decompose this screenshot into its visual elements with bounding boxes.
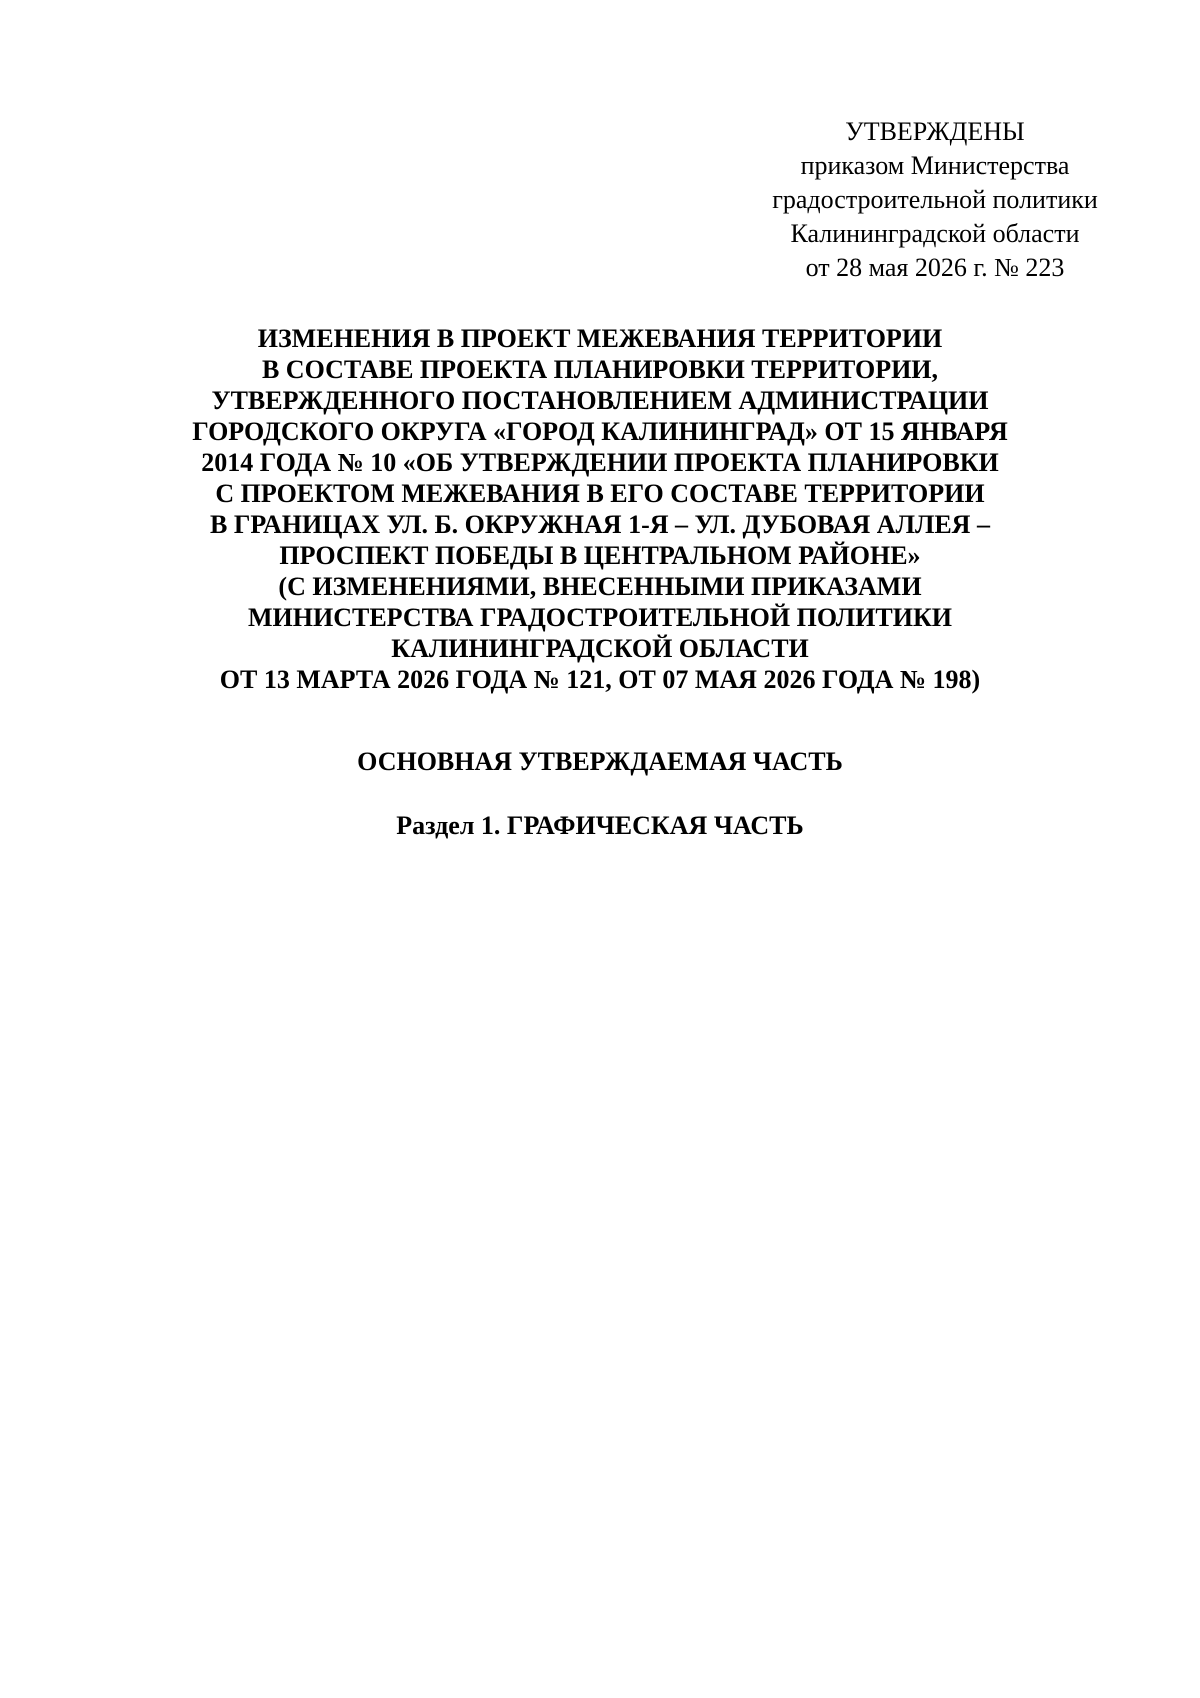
title-line: ОТ 13 МАРТА 2026 ГОДА № 121, ОТ 07 МАЯ 2026 ГОДА № 198) (219, 665, 981, 694)
section-heading: Раздел 1. ГРАФИЧЕСКАЯ ЧАСТЬ (396, 811, 804, 840)
title-line: ПРОСПЕКТ ПОБЕДЫ В ЦЕНТРАЛЬНОМ РАЙОНЕ» (279, 541, 921, 570)
title-line: ИЗМЕНЕНИЯ В ПРОЕКТ МЕЖЕВАНИЯ ТЕРРИТОРИИ (257, 324, 943, 353)
approval-line: приказом Министерства (800, 151, 1070, 180)
title-line: 2014 ГОДА № 10 «ОБ УТВЕРЖДЕНИИ ПРОЕКТА ПЛАНИРОВКИ (201, 448, 999, 477)
title-line: МИНИСТЕРСТВА ГРАДОСТРОИТЕЛЬНОЙ ПОЛИТИКИ (247, 603, 953, 632)
title-line: УТВЕРЖДЕННОГО ПОСТАНОВЛЕНИЕМ АДМИНИСТРАЦИИ (211, 386, 989, 415)
title-line: С ПРОЕКТОМ МЕЖЕВАНИЯ В ЕГО СОСТАВЕ ТЕРРИТОРИИ (215, 479, 985, 508)
approval-block (735, 115, 1135, 285)
approval-line: Калининградской области (790, 219, 1080, 248)
title-line: В ГРАНИЦАХ УЛ. Б. ОКРУЖНАЯ 1-Я – УЛ. ДУБОВАЯ АЛЛЕЯ – (210, 510, 990, 539)
approval-line: градостроительной политики (772, 185, 1098, 214)
title-line: (С ИЗМЕНЕНИЯМИ, ВНЕСЕННЫМИ ПРИКАЗАМИ (278, 572, 922, 601)
document-title (120, 323, 1080, 695)
title-line: КАЛИНИНГРАДСКОЙ ОБЛАСТИ (391, 634, 809, 663)
title-line: В СОСТАВЕ ПРОЕКТА ПЛАНИРОВКИ ТЕРРИТОРИИ, (261, 355, 939, 384)
title-line: ГОРОДСКОГО ОКРУГА «ГОРОД КАЛИНИНГРАД» ОТ 15 ЯНВАРЯ (192, 417, 1008, 446)
approval-line: УТВЕРЖДЕНЫ (845, 117, 1025, 146)
part-heading: ОСНОВНАЯ УТВЕРЖДАЕМАЯ ЧАСТЬ (357, 747, 843, 776)
approval-line: от 28 мая 2026 г. № 223 (805, 253, 1065, 282)
